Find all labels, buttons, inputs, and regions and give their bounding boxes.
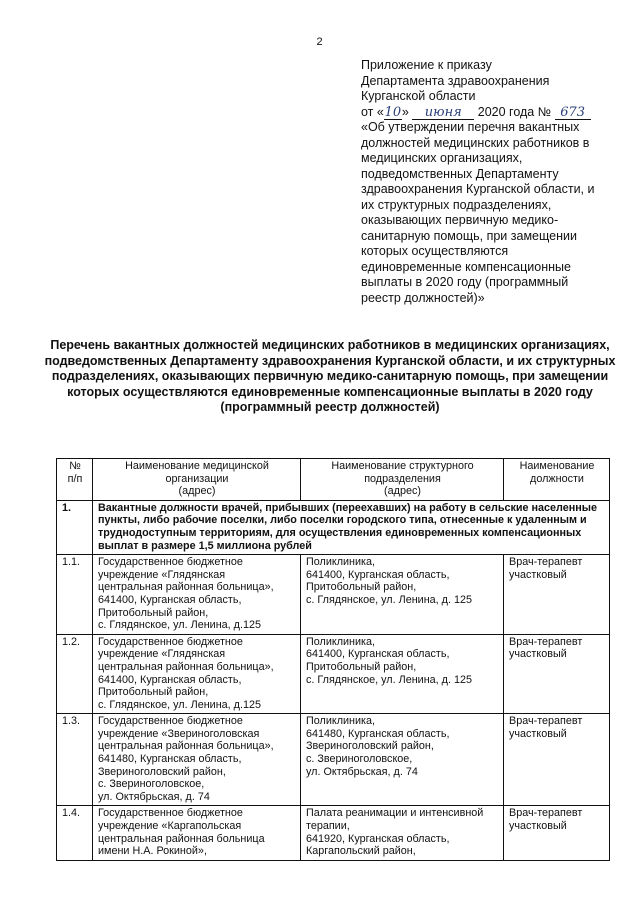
- appendix-line: Курганской области: [361, 89, 476, 103]
- row-unit: Поликлиника, 641480, Курганская область, Звериноголовский район, с. Звериноголовское, ул. Октябрьская, д. 74: [301, 714, 504, 806]
- row-organization: Государственное бюджетное учреждение «Каргапольская центральная районная больница имени Н.А. Рокиной»,: [93, 806, 301, 860]
- row-position: Врач-терапевт участковый: [504, 714, 610, 806]
- table-row: [57, 806, 610, 860]
- document-title: [40, 338, 620, 416]
- row-position: Врач-терапевт участковый: [504, 555, 610, 635]
- handwritten-day: 10: [384, 104, 402, 120]
- section-text: Вакантные должности врачей, прибывших (переехавших) на работу в сельские населенные пункты, либо рабочие поселки, либо поселки городского типа, отнесенные к удаленным и труднодоступным территориям, для осуществления единовременных компенсационных выплат в размере 1,5 миллиона рублей: [93, 500, 610, 554]
- row-num: 1.3.: [57, 714, 93, 806]
- header-organization: Наименование медицинской организации (адрес): [93, 459, 301, 501]
- appendix-line: Приложение к приказу: [361, 58, 492, 72]
- row-num: 1.4.: [57, 806, 93, 860]
- registry-table: [56, 458, 610, 861]
- date-prefix: от «: [361, 104, 384, 119]
- handwritten-month: июня: [412, 106, 474, 120]
- table-row: [57, 555, 610, 635]
- row-position: Врач-терапевт участковый: [504, 806, 610, 860]
- table-header-row: [57, 459, 610, 501]
- title-main: Перечень вакантных должностей медицинских работников в медицинских организациях, подведомственных Департаменту здравоохранения Курганской области, и их структурных подразделениях, оказывающих первичную медико-санитарную помощь, при замещении которых осуществляются единовременные компенсационные выплаты в 2020 году: [44, 338, 616, 399]
- header-num: № п/п: [57, 459, 93, 501]
- row-position: Врач-терапевт участковый: [504, 634, 610, 714]
- header-position: Наименование должности: [504, 459, 610, 501]
- page-number: 2: [316, 36, 323, 48]
- row-unit: Палата реанимации и интенсивной терапии, 641920, Курганская область, Каргапольский район,: [301, 806, 504, 860]
- row-organization: Государственное бюджетное учреждение «Глядянская центральная районная больница», 641400, Курганская область, Притобольный район, с. Глядянское, ул. Ленина, д.125: [93, 555, 301, 635]
- row-organization: Государственное бюджетное учреждение «Звериноголовская центральная районная больница», 641480, Курганская область, Звериноголовский район, с. Звериноголовское, ул. Октябрьская, д. 74: [93, 714, 301, 806]
- row-unit: Поликлиника, 641400, Курганская область, Притобольный район, с. Глядянское, ул. Ленина, д. 125: [301, 555, 504, 635]
- appendix-line: Департамента здравоохранения: [361, 73, 550, 88]
- row-organization: Государственное бюджетное учреждение «Глядянская центральная районная больница», 641400, Курганская область, Притобольный район, с. Глядянское, ул. Ленина, д.125: [93, 634, 301, 714]
- header-unit: Наименование структурного подразделения (адрес): [301, 459, 504, 501]
- order-date-line: [361, 105, 611, 121]
- handwritten-number: 673: [555, 106, 591, 120]
- row-unit: Поликлиника, 641400, Курганская область, Притобольный район, с. Глядянское, ул. Ленина, д. 125: [301, 634, 504, 714]
- row-num: 1.1.: [57, 555, 93, 635]
- quote-close: »: [401, 104, 409, 119]
- appendix-block: [361, 58, 611, 306]
- row-num: 1.2.: [57, 634, 93, 714]
- table-row: [57, 634, 610, 714]
- section-num: 1.: [57, 500, 93, 554]
- year-text: 2020 года №: [477, 104, 552, 119]
- section-row: [57, 500, 610, 554]
- title-sub: (программный реестр должностей): [220, 400, 440, 414]
- table-row: [57, 714, 610, 806]
- order-subject: «Об утверждении перечня вакантных должностей медицинских работников в медицинских организациях, подведомственных Департаменту здравоохранения Курганской области, и их структурных подразделениях, оказывающих первичную медико-санитарную помощь, при замещении которых осуществляются единовременные компенсационные выплаты в 2020 году (программный реестр должностей)»: [361, 120, 595, 305]
